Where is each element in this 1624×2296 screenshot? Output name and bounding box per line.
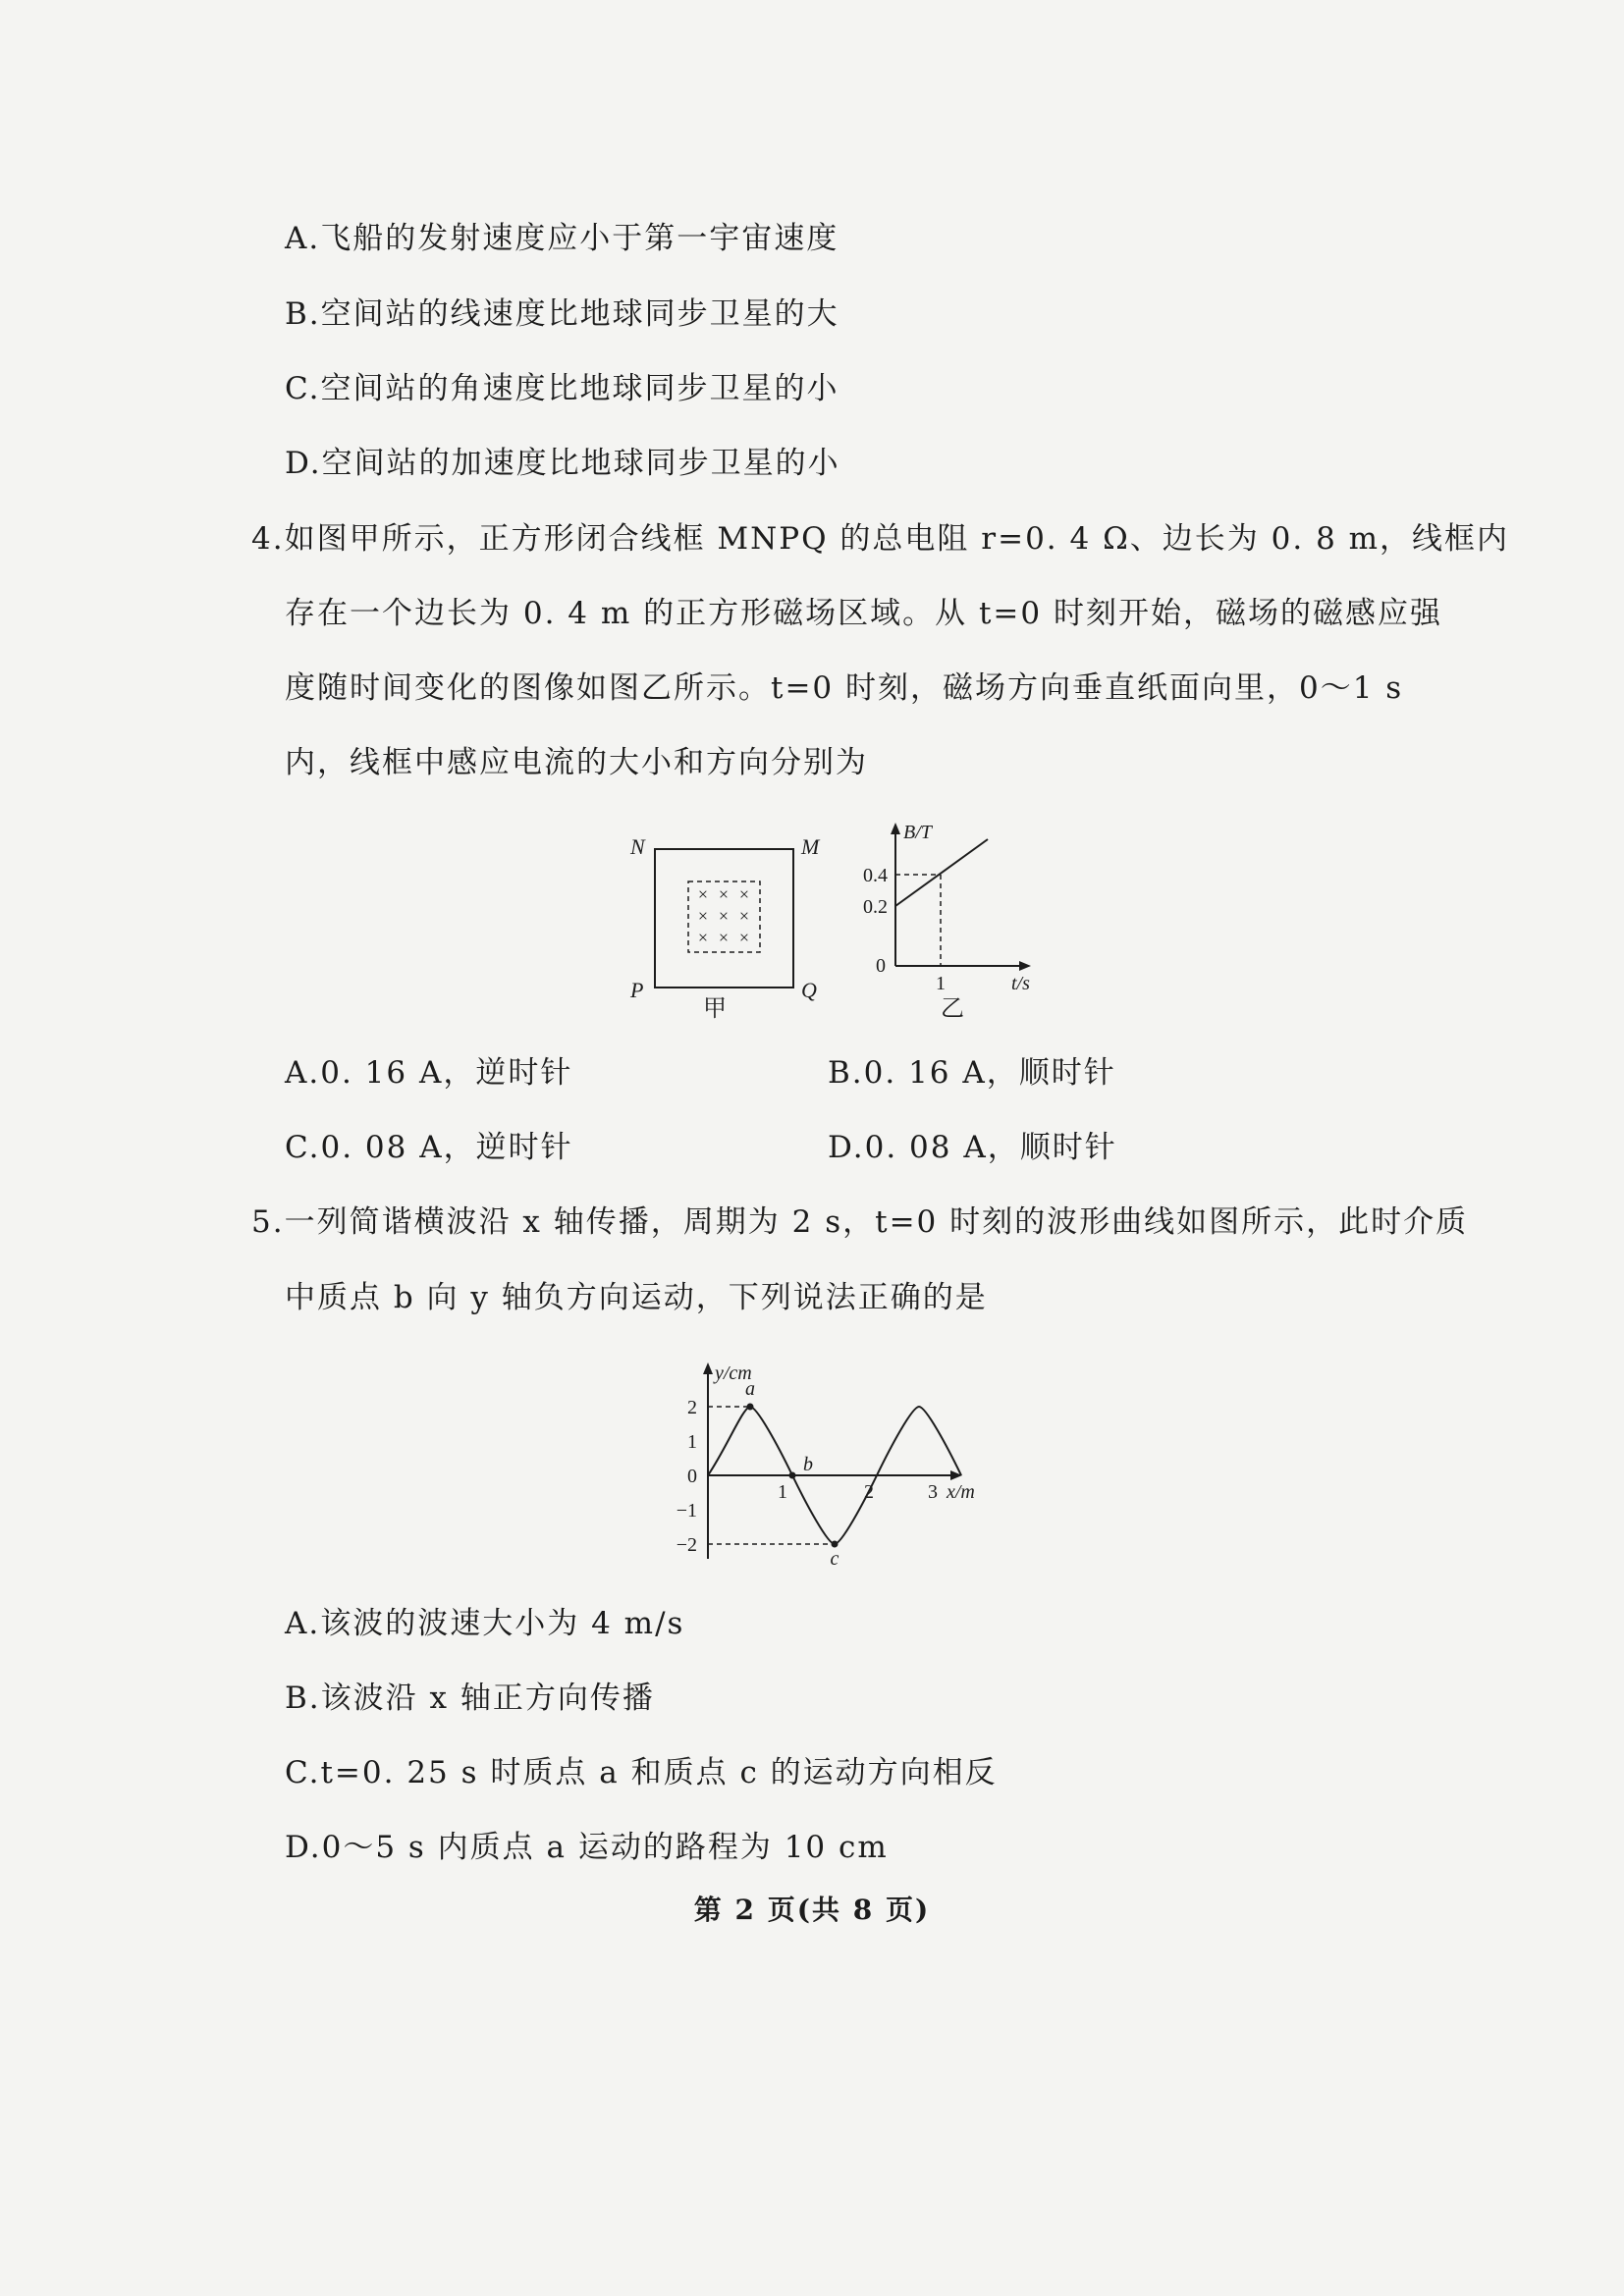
q4-option-c: C.0. 08 A，逆时针 bbox=[285, 1130, 573, 1165]
axis-ylabel: y/cm bbox=[715, 1362, 752, 1384]
q3-option-d: D.空间站的加速度比地球同步卫星的小 bbox=[285, 446, 840, 481]
field-cross: × bbox=[697, 928, 709, 947]
field-cross: × bbox=[718, 928, 730, 947]
axis-xlabel: x/m bbox=[947, 1481, 975, 1503]
point-a-dot bbox=[747, 1404, 754, 1411]
q5-option-a: A.该波的波速大小为 4 m/s bbox=[285, 1606, 685, 1641]
tick-02: 0.2 bbox=[863, 896, 888, 918]
axis-ylabel-bt: B/T bbox=[903, 822, 932, 843]
field-cross: × bbox=[718, 906, 730, 926]
xtick-3: 3 bbox=[928, 1481, 938, 1503]
ytick-0: 0 bbox=[687, 1466, 697, 1487]
page-footer: 第 2 页(共 8 页) bbox=[693, 1894, 931, 1926]
point-c-dot bbox=[832, 1541, 839, 1548]
q3-option-b: B.空间站的线速度比地球同步卫星的大 bbox=[285, 296, 839, 332]
q5-wave-figure bbox=[648, 1353, 1001, 1569]
xtick-2: 2 bbox=[864, 1481, 874, 1503]
field-cross: × bbox=[697, 884, 709, 904]
field-cross: × bbox=[697, 906, 709, 926]
q4-stem-line3: 度随时间变化的图像如图乙所示。t=0 时刻，磁场方向垂直纸面向里，0～1 s bbox=[285, 670, 1404, 706]
xtick-1: 1 bbox=[778, 1481, 787, 1503]
q4-figure-yi bbox=[846, 817, 1043, 1023]
field-cross: × bbox=[738, 906, 750, 926]
tick-1: 1 bbox=[936, 973, 946, 994]
q5-stem-line2: 中质点 b 向 y 轴负方向运动，下列说法正确的是 bbox=[285, 1280, 988, 1315]
ytick-2: 2 bbox=[687, 1397, 697, 1418]
q4-stem-line2: 存在一个边长为 0. 4 m 的正方形磁场区域。从 t=0 时刻开始，磁场的磁感应强 bbox=[285, 596, 1442, 631]
q4-figure-jia bbox=[619, 825, 825, 1021]
label-n: N bbox=[630, 834, 645, 859]
caption-jia: 甲 bbox=[703, 996, 727, 1021]
q5-stem-line1: 5.一列简谐横波沿 x 轴传播，周期为 2 s，t=0 时刻的波形曲线如图所示，此时介质 bbox=[251, 1204, 1469, 1240]
q4-stem-line4: 内，线框中感应电流的大小和方向分别为 bbox=[285, 745, 868, 780]
q3-option-a: A.飞船的发射速度应小于第一宇宙速度 bbox=[285, 221, 839, 256]
tick-0: 0 bbox=[876, 955, 886, 977]
ytick-1: 1 bbox=[687, 1431, 697, 1453]
q3-option-c: C.空间站的角速度比地球同步卫星的小 bbox=[285, 371, 839, 406]
ytick-m2: −2 bbox=[676, 1534, 697, 1556]
label-p: P bbox=[630, 978, 644, 1002]
field-cross: × bbox=[738, 928, 750, 947]
q4-option-a: A.0. 16 A，逆时针 bbox=[285, 1055, 573, 1091]
q5-option-c: C.t=0. 25 s 时质点 a 和质点 c 的运动方向相反 bbox=[285, 1755, 998, 1790]
label-m: M bbox=[801, 834, 820, 859]
field-cross: × bbox=[738, 884, 750, 904]
field-cross: × bbox=[718, 884, 730, 904]
tick-04: 0.4 bbox=[863, 865, 888, 886]
axis-xlabel-ts: t/s bbox=[1011, 973, 1030, 994]
q5-option-b: B.该波沿 x 轴正方向传播 bbox=[285, 1681, 655, 1716]
ytick-m1: −1 bbox=[676, 1500, 697, 1522]
q4-option-d: D.0. 08 A，顺时针 bbox=[828, 1130, 1117, 1165]
label-c: c bbox=[830, 1548, 839, 1569]
label-a: a bbox=[745, 1378, 755, 1400]
point-b-dot bbox=[789, 1472, 796, 1479]
q4-option-b: B.0. 16 A，顺时针 bbox=[828, 1055, 1116, 1091]
label-b: b bbox=[803, 1454, 813, 1475]
q5-option-d: D.0～5 s 内质点 a 运动的路程为 10 cm bbox=[285, 1830, 889, 1865]
caption-yi: 乙 bbox=[941, 996, 964, 1022]
q4-stem-line1: 4.如图甲所示，正方形闭合线框 MNPQ 的总电阻 r=0. 4 Ω、边长为 0. 8 m，线框内 bbox=[251, 521, 1510, 557]
label-q: Q bbox=[801, 978, 817, 1002]
